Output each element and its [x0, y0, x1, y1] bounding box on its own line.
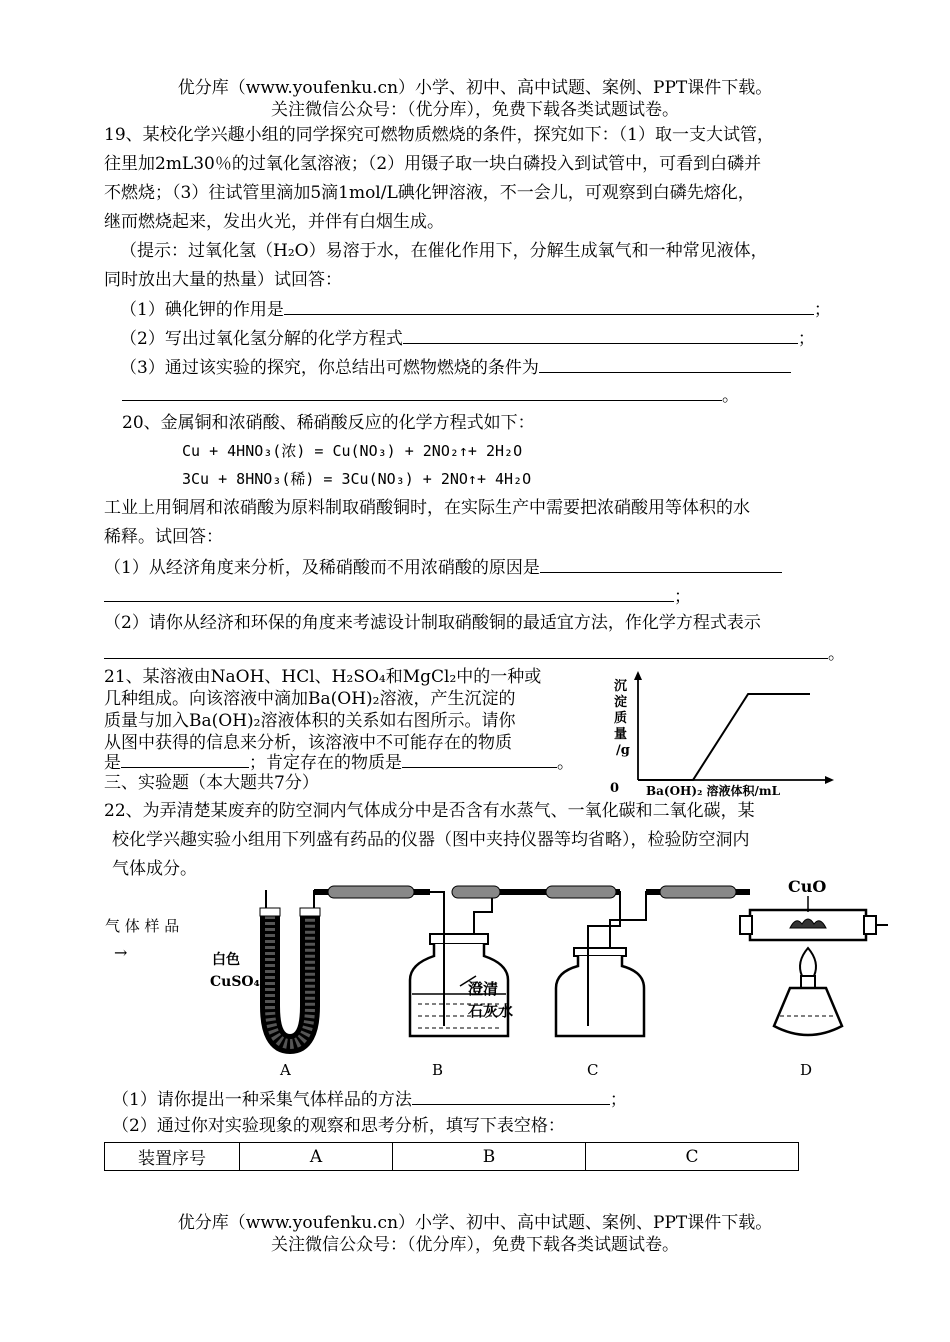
- q19-answer-blank-1[interactable]: [284, 297, 814, 315]
- apparatus-label-b: B: [432, 1061, 444, 1079]
- chart-y-label-1: 沉: [614, 679, 628, 694]
- q19-line-1: 19、某校化学兴趣小组的同学探究可燃物质燃烧的条件，探究如下：（1）取一支大试管，: [104, 125, 774, 145]
- chart-y-label-4: 量: [614, 727, 628, 742]
- gas-sample-label: 气 体 样 品: [105, 917, 180, 935]
- q21-line-5-mid: ；肯定存在的物质是: [249, 753, 402, 773]
- q20-line-3: 稀释。试回答：: [104, 527, 223, 547]
- white-cuso4-label-2: CuSO₄: [210, 974, 260, 990]
- q19-answer-blank-2[interactable]: [403, 326, 798, 344]
- connector-tube-bc: [452, 886, 620, 898]
- q20-sub-2: （2）请你从经济和环保的角度来考滤设计制取硝酸铜的最适宜方法，作化学方程式表示: [104, 613, 761, 633]
- q20-sub-1-semicolon: ；: [674, 587, 691, 607]
- q20-sub-2-period: 。: [828, 644, 845, 664]
- q19-answer-blank-3b[interactable]: [122, 383, 722, 401]
- device-table: [104, 1142, 799, 1171]
- gas-flow-arrow: →: [114, 943, 128, 962]
- q19-sub-3-period: 。: [722, 386, 739, 406]
- q19-line-3: 不燃烧；（3）往试管里滴加5滴1mol/L碘化钾溶液，不一会儿，可观察到白磷先熔化，: [104, 183, 755, 203]
- q19-answer-blank-3a[interactable]: [539, 355, 791, 373]
- q19-line-4: 继而燃烧起来，发出火光，并伴有白烟生成。: [104, 212, 444, 232]
- q20-sub-1: [104, 555, 782, 579]
- chart-y-label-5: /g: [616, 743, 630, 758]
- q20-line-1: 20、金属铜和浓硝酸、稀硝酸反应的化学方程式如下：: [122, 413, 535, 433]
- q19-sub-1: [120, 297, 831, 321]
- device-table-cell-1: A: [240, 1143, 393, 1171]
- apparatus-figure: [100, 876, 890, 1086]
- q22-line-2: 校化学兴趣实验小组用下列盛有药品的仪器（图中夹持仪器等均省略），检验防空洞内: [112, 830, 750, 850]
- limewater-label-1: 澄清: [468, 980, 499, 998]
- q20-sub-1-text: （1）从经济角度来分析，及稀硝酸而不用浓硝酸的原因是: [104, 558, 540, 578]
- header-line-2: 关注微信公众号：（优分库），免费下载各类试题试卷。: [271, 100, 679, 120]
- q20-answer-blank-1a[interactable]: [540, 555, 782, 573]
- q21-line-5-period: 。: [557, 753, 574, 773]
- chart-series-line: [638, 694, 810, 780]
- chart-y-label-2: 淀: [614, 695, 628, 710]
- device-table-cell-2: B: [393, 1143, 586, 1171]
- q22-sub-1: [112, 1087, 627, 1111]
- footer-line-1: 优分库（www.youfenku.cn）小学、初中、高中试题、案例、PPT课件下载。: [177, 1213, 773, 1233]
- apparatus-d-combustion: [740, 896, 888, 1035]
- precipitate-chart: [600, 668, 840, 798]
- q22-answer-blank-1[interactable]: [412, 1087, 610, 1105]
- q19-sub-2-semicolon: ；: [797, 329, 815, 349]
- q20-sub-1-cont: [104, 584, 691, 608]
- connector-tube-cd: [646, 886, 750, 898]
- q20-answer-blank-2[interactable]: [104, 641, 828, 659]
- connector-tube-ab: [314, 886, 430, 898]
- q19-hint-1: （提示：过氧化氢（H₂O）易溶于水，在催化作用下，分解生成氧气和一种常见液体，: [120, 241, 768, 261]
- cuo-label: CuO: [788, 877, 827, 896]
- white-cuso4-label-1: 白色: [212, 952, 240, 968]
- q19-sub-3: [120, 355, 791, 379]
- apparatus-label-d: D: [800, 1061, 813, 1079]
- footer-line-2: 关注微信公众号：（优分库），免费下载各类试题试卷。: [271, 1235, 679, 1255]
- q20-equation-2: 3Cu + 8HNO₃(稀) = 3Cu(NO₃) + 2NO↑+ 4H₂O: [182, 470, 532, 488]
- q19-sub-2: [120, 326, 815, 350]
- q21-line-1: 21、某溶液由NaOH、HCl、H₂SO₄和MgCl₂中的一种或: [104, 667, 542, 687]
- device-table-cell-3: C: [586, 1143, 799, 1171]
- device-table-cell-0: 装置序号: [105, 1143, 240, 1171]
- q19-sub-1-text: （1）碘化钾的作用是: [120, 300, 284, 320]
- q21-answer-blank-1[interactable]: [121, 750, 249, 768]
- q20-line-2: 工业上用铜屑和浓硝酸为原料制取硝酸铜时，在实际生产中需要把浓硝酸用等体积的水: [104, 498, 750, 518]
- chart-origin-label: 0: [610, 781, 620, 796]
- q22-line-3: 气体成分。: [112, 859, 197, 879]
- chart-x-arrow: [825, 776, 834, 784]
- q22-sub-2: （2）通过你对实验现象的观察和思考分析，填写下表空格：: [112, 1116, 565, 1136]
- device-table-header-row: [105, 1143, 799, 1171]
- q20-equation-1: Cu + 4HNO₃(浓) = Cu(NO₃) + 2NO₂↑+ 2H₂O: [182, 442, 523, 460]
- q22-line-1: 22、为弄清楚某废弃的防空洞内气体成分中是否含有水蒸气、一氧化碳和二氧化碳，某: [104, 801, 755, 821]
- q21-answer-blank-2[interactable]: [402, 750, 557, 768]
- q21-line-3: 质量与加入Ba(OH)₂溶液体积的关系如右图所示。请你: [104, 711, 516, 731]
- limewater-label-2: 石灰水: [468, 1002, 514, 1020]
- q21-line-5: [104, 750, 574, 774]
- q20-sub-2-cont: [104, 641, 845, 665]
- chart-x-label: Ba(OH)₂ 溶液体积/mL: [646, 784, 781, 798]
- q22-sub-1-text: （1）请你提出一种采集气体样品的方法: [112, 1090, 412, 1110]
- q19-sub-2-text: （2）写出过氧化氢分解的化学方程式: [120, 329, 403, 349]
- q20-answer-blank-1b[interactable]: [104, 584, 674, 602]
- q21-line-2: 几种组成。向该溶液中滴加Ba(OH)₂溶液，产生沉淀的: [104, 689, 516, 709]
- header-line-1: 优分库（www.youfenku.cn）小学、初中、高中试题、案例、PPT课件下载。: [177, 78, 773, 98]
- apparatus-a-u-tube: [260, 890, 320, 1044]
- q19-sub-3-cont: [122, 383, 739, 407]
- section-3-title: 三、实验题（本大题共7分）: [104, 773, 319, 793]
- q19-line-2: 往里加2mL30％的过氧化氢溶液；（2）用镊子取一块白磷投入到试管中，可看到白磷并: [104, 154, 762, 174]
- apparatus-label-a: A: [280, 1061, 291, 1079]
- apparatus-label-c: C: [587, 1061, 599, 1079]
- q19-sub-3-text: （3）通过该实验的探究，你总结出可燃物燃烧的条件为: [120, 358, 539, 378]
- chart-y-label-3: 质: [614, 711, 628, 726]
- q21-line-4: 从图中获得的信息来分析，该溶液中不可能存在的物质: [104, 733, 512, 753]
- chart-y-arrow: [634, 671, 642, 680]
- q22-sub-1-semicolon: ；: [609, 1090, 627, 1110]
- q21-line-5-start: 是: [104, 753, 121, 773]
- apparatus-c-bottle: [556, 892, 740, 1036]
- q19-hint-2: 同时放出大量的热量）试回答：: [104, 270, 342, 290]
- q19-sub-1-semicolon: ；: [813, 300, 831, 320]
